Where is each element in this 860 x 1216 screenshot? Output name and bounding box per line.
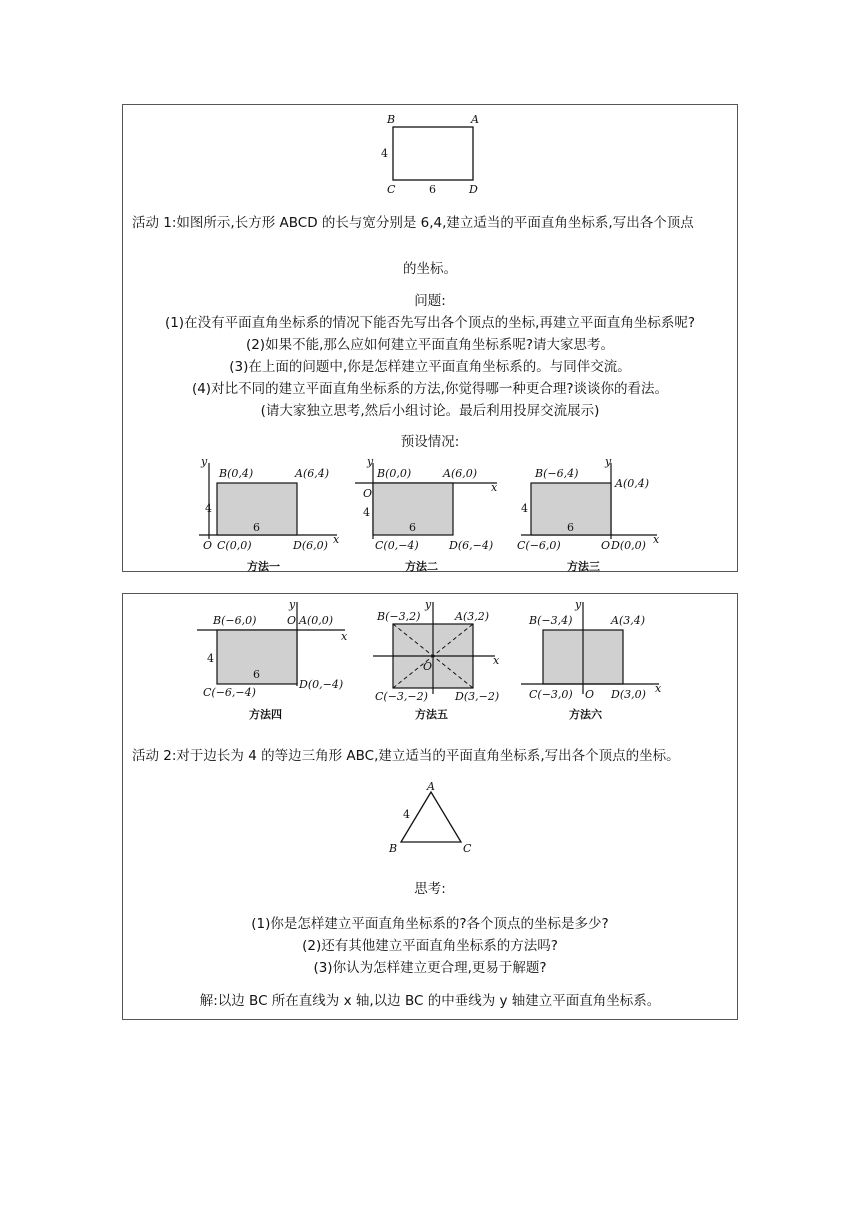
question-3: (3)在上面的问题中,你是怎样建立平面直角坐标系的。与同伴交流。 bbox=[229, 359, 631, 375]
method3-caption: 方法三 bbox=[567, 560, 600, 573]
method2-side-w: 6 bbox=[409, 521, 416, 534]
method2-c: C(0,−4) bbox=[375, 539, 419, 552]
method6-c: C(−3,0) bbox=[529, 688, 573, 701]
y-axis-label: y bbox=[575, 598, 582, 611]
method4-side-w: 6 bbox=[253, 668, 260, 681]
method4-caption: 方法四 bbox=[249, 708, 282, 721]
vertex-b-label: B bbox=[389, 842, 398, 855]
width-label: 6 bbox=[429, 183, 436, 196]
method6-caption: 方法六 bbox=[569, 708, 602, 721]
activity2-text: 活动 2:对于边长为 4 的等边三角形 ABC,建立适当的平面直角坐标系,写出各个顶点的坐标。 bbox=[132, 748, 680, 764]
method3-o: O bbox=[601, 539, 611, 552]
method5-d: D(3,−2) bbox=[455, 690, 500, 703]
method6-diagram bbox=[519, 598, 669, 720]
method3-side-w: 6 bbox=[567, 521, 574, 534]
x-axis-label: x bbox=[655, 682, 662, 695]
method5-c: C(−3,−2) bbox=[375, 690, 428, 703]
y-axis-label: y bbox=[605, 455, 612, 468]
method4-a: A(0,0) bbox=[299, 614, 334, 627]
method5-diagram bbox=[369, 598, 509, 720]
rectangle-abcd-figure bbox=[379, 109, 489, 201]
method4-side-h: 4 bbox=[207, 652, 214, 665]
method3-d: D(0,0) bbox=[611, 539, 646, 552]
method3-side-h: 4 bbox=[521, 502, 528, 515]
method1-b: B(0,4) bbox=[219, 467, 254, 480]
method1-c: C(0,0) bbox=[217, 539, 252, 552]
method3-c: C(−6,0) bbox=[517, 539, 561, 552]
vertex-c-label: C bbox=[387, 183, 396, 196]
method4-o: O bbox=[287, 614, 297, 627]
x-axis-label: x bbox=[493, 654, 500, 667]
method6-o: O bbox=[585, 688, 595, 701]
method1-diagram bbox=[195, 455, 345, 573]
think-1: (1)你是怎样建立平面直角坐标系的?各个顶点的坐标是多少? bbox=[251, 916, 609, 932]
y-axis-label: y bbox=[367, 455, 374, 468]
method1-caption: 方法一 bbox=[247, 560, 280, 573]
method6-b: B(−3,4) bbox=[529, 614, 573, 627]
method3-b: B(−6,4) bbox=[535, 467, 579, 480]
method4-b: B(−6,0) bbox=[213, 614, 257, 627]
side-length-label: 4 bbox=[403, 808, 410, 821]
height-label: 4 bbox=[381, 147, 388, 160]
method5-o: O bbox=[423, 660, 433, 673]
vertex-a-label: A bbox=[471, 113, 479, 126]
method4-d: D(0,−4) bbox=[299, 678, 344, 691]
vertex-b-label: B bbox=[387, 113, 396, 126]
activity1-text-line1: 活动 1:如图所示,长方形 ABCD 的长与宽分别是 6,4,建立适当的平面直角坐标系,写出各个顶点 bbox=[132, 215, 694, 231]
method2-caption: 方法二 bbox=[405, 560, 438, 573]
method6-a: A(3,4) bbox=[611, 614, 646, 627]
method1-side-w: 6 bbox=[253, 521, 260, 534]
method5-a: A(3,2) bbox=[455, 610, 490, 623]
activity1-box bbox=[122, 104, 738, 572]
question-1: (1)在没有平面直角坐标系的情况下能否先写出各个顶点的坐标,再建立平面直角坐标系呢? bbox=[164, 315, 696, 331]
x-axis-label: x bbox=[653, 533, 660, 546]
method4-diagram bbox=[195, 598, 355, 720]
think-title: 思考: bbox=[414, 881, 446, 897]
method5-b: B(−3,2) bbox=[377, 610, 421, 623]
x-axis-label: x bbox=[333, 533, 340, 546]
method3-a: A(0,4) bbox=[615, 477, 650, 490]
discussion-note: (请大家独立思考,然后小组讨论。最后利用投屏交流展示) bbox=[260, 403, 600, 419]
question-2: (2)如果不能,那么应如何建立平面直角坐标系呢?请大家思考。 bbox=[245, 337, 615, 353]
method1-d: D(6,0) bbox=[293, 539, 328, 552]
think-2: (2)还有其他建立平面直角坐标系的方法吗? bbox=[302, 938, 558, 954]
solution-text: 解:以边 BC 所在直线为 x 轴,以边 BC 的中垂线为 y 轴建立平面直角坐标系。 bbox=[199, 993, 661, 1009]
method2-side-h: 4 bbox=[363, 506, 370, 519]
method1-side-h: 4 bbox=[205, 502, 212, 515]
vertex-c-label: C bbox=[463, 842, 472, 855]
x-axis-label: x bbox=[491, 481, 498, 494]
method2-a: A(6,0) bbox=[443, 467, 478, 480]
y-axis-label: y bbox=[201, 455, 208, 468]
questions-title: 问题: bbox=[414, 293, 446, 309]
preset-title: 预设情况: bbox=[400, 434, 460, 450]
activity2-box bbox=[122, 593, 738, 1020]
y-axis-label: y bbox=[425, 598, 432, 611]
method1-o: O bbox=[203, 539, 213, 552]
triangle-abc-figure bbox=[387, 780, 477, 858]
method6-d: D(3,0) bbox=[611, 688, 646, 701]
method3-diagram bbox=[509, 455, 669, 573]
vertex-a-label: A bbox=[427, 780, 435, 793]
activity1-text-line2: 的坐标。 bbox=[403, 261, 457, 277]
y-axis-label: y bbox=[289, 598, 296, 611]
think-3: (3)你认为怎样建立更合理,更易于解题? bbox=[313, 960, 547, 976]
method5-caption: 方法五 bbox=[415, 708, 448, 721]
method4-c: C(−6,−4) bbox=[203, 686, 256, 699]
method2-diagram bbox=[351, 455, 501, 573]
method1-a: A(6,4) bbox=[295, 467, 330, 480]
method2-o: O bbox=[363, 487, 373, 500]
question-4: (4)对比不同的建立平面直角坐标系的方法,你觉得哪一种更合理?谈谈你的看法。 bbox=[191, 381, 669, 397]
vertex-d-label: D bbox=[469, 183, 478, 196]
method2-b: B(0,0) bbox=[377, 467, 412, 480]
x-axis-label: x bbox=[341, 630, 348, 643]
method2-d: D(6,−4) bbox=[449, 539, 494, 552]
